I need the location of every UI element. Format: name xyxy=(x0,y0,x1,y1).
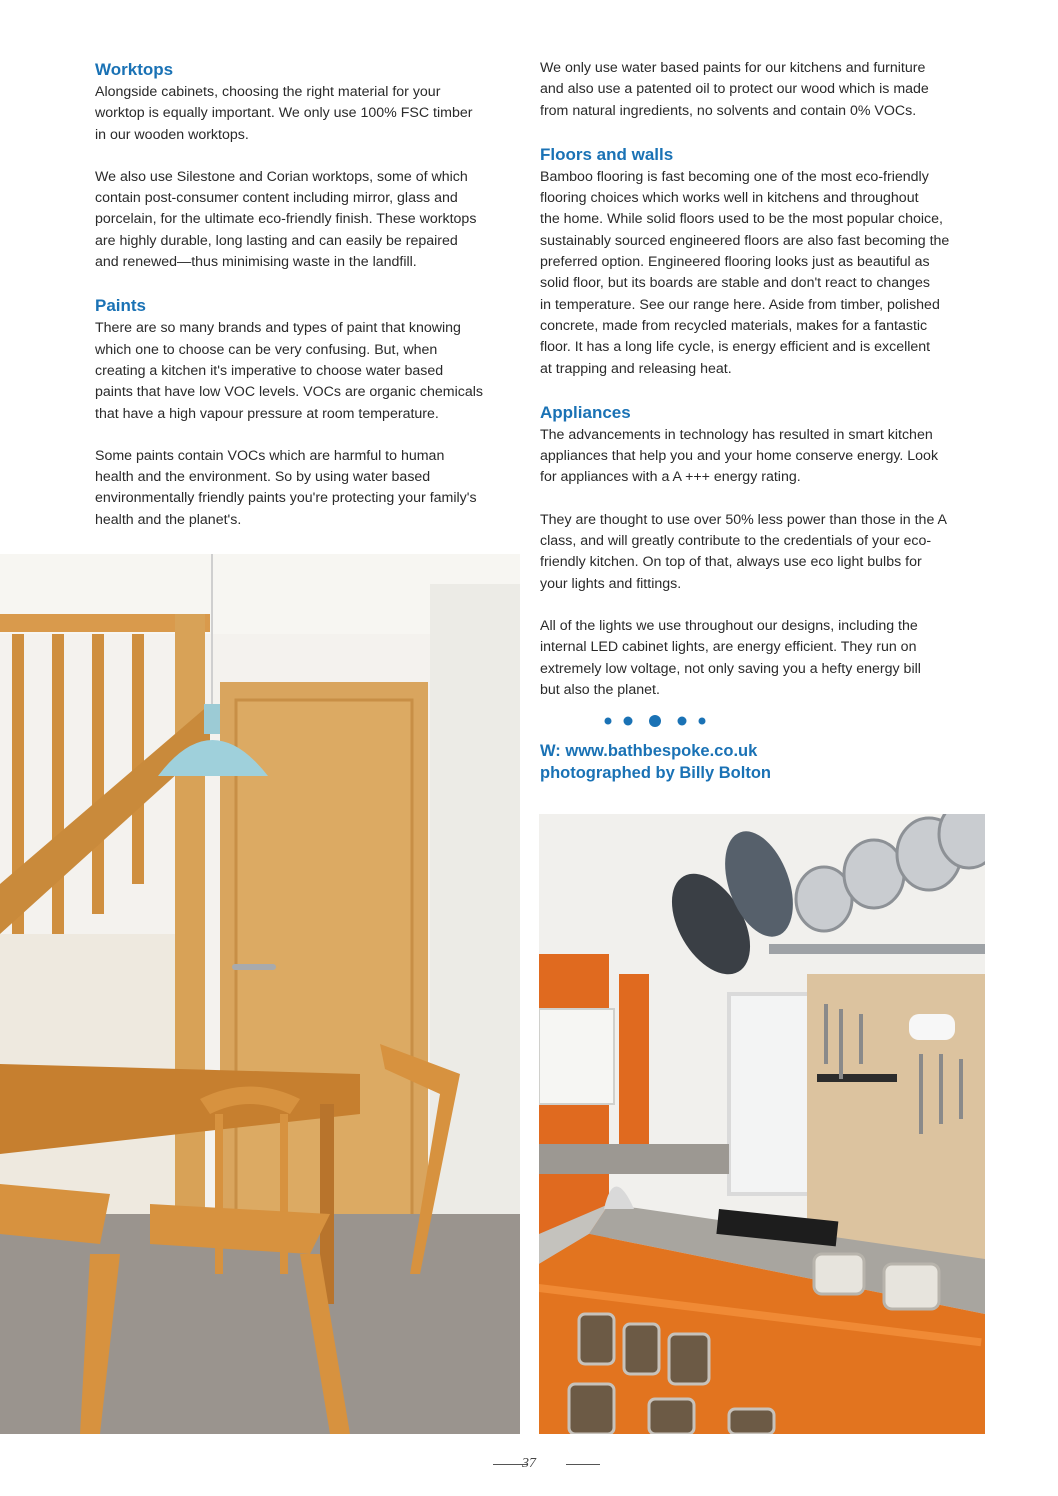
text-line: Some paints contain VOCs which are harmful to human xyxy=(95,447,445,464)
text-line: are highly durable, long lasting and can easily be repaired xyxy=(95,232,458,249)
text-line: We also use Silestone and Corian worktops, some of which xyxy=(95,168,468,185)
text-line: environmentally friendly paints you're protecting your family's xyxy=(95,490,477,507)
text-line: Alongside cabinets, choosing the right material for your xyxy=(95,84,441,100)
text-line: contain post-consumer content including mirror, glass and xyxy=(95,190,458,207)
text-line: paints that have low VOC levels. VOCs are organic chemicals xyxy=(95,384,483,401)
text-line: your lights and fittings. xyxy=(540,575,682,592)
text-line: concrete, made from recycled materials, makes for a fantastic xyxy=(540,317,928,334)
appliances-paragraph-2 xyxy=(540,510,985,595)
text-line: health and the environment. So by using water based xyxy=(95,469,431,486)
kitchen-illustration xyxy=(539,814,985,1434)
footer-rule-right xyxy=(566,1464,600,1465)
heading-paints: Paints xyxy=(95,296,147,316)
text-line: worktop is equally important. We only use 100% FSC timber xyxy=(95,105,473,122)
text-line: floor. It has a long life cycle, is energy efficient and is excellent xyxy=(540,339,931,356)
appliances-paragraph-1 xyxy=(540,425,985,489)
photographer-credit: photographed by Billy Bolton xyxy=(540,764,771,782)
text-line: We only use water based paints for our kitchens and furniture xyxy=(540,60,926,76)
dining-room-illustration xyxy=(0,554,520,1434)
text-line: appliances that help you and your home conserve energy. Look xyxy=(540,448,939,465)
text-line: which one to choose can be very confusing. But, when xyxy=(95,341,438,358)
heading-worktops: Worktops xyxy=(95,60,174,79)
text-line: that have a high vapour pressure at room temperature. xyxy=(95,405,439,422)
worktops-paragraph-2 xyxy=(95,167,520,273)
text-line: sustainably sourced engineered floors are also fast becoming the xyxy=(540,232,950,249)
text-line: health and the planet's. xyxy=(95,511,242,528)
text-line: extremely low voltage, not only saving you a hefty energy bill xyxy=(540,660,921,677)
text-line: from natural ingredients, no solvents and contain 0% VOCs. xyxy=(540,102,917,119)
text-line: solid floor, but its boards are stable and don't react to changes xyxy=(540,275,930,292)
paints-paragraph-2 xyxy=(95,446,520,531)
text-line: the home. While solid floors used to be the most popular choice, xyxy=(540,211,943,228)
heading-floors-and-walls: Floors and walls xyxy=(540,144,674,164)
text-line: All of the lights we use throughout our designs, including the xyxy=(540,617,918,634)
text-line: friendly kitchen. On top of that, always use eco light bulbs for xyxy=(540,554,922,571)
text-line: flooring choices which works well in kitchens and throughout xyxy=(540,190,919,207)
text-line: preferred option. Engineered flooring looks just as beautiful as xyxy=(540,254,930,271)
left-column xyxy=(95,58,520,531)
appliances-paragraph-3 xyxy=(540,616,985,701)
text-line: in our wooden worktops. xyxy=(95,126,249,143)
text-line: at trapping and releasing heat. xyxy=(540,360,732,377)
text-line: in temperature. See our range here. Aside from timber, polished xyxy=(540,296,940,313)
dot-divider-icon xyxy=(603,713,713,729)
text-line: They are thought to use over 50% less power than those in the A xyxy=(540,511,947,528)
text-line: There are so many brands and types of paint that knowing xyxy=(95,320,461,337)
right-column xyxy=(540,58,985,701)
floors-paragraph xyxy=(540,167,985,380)
credit-block xyxy=(540,740,985,784)
paints-continued-paragraph xyxy=(540,58,985,122)
website-link[interactable]: W: www.bathbespoke.co.uk xyxy=(540,742,758,760)
text-line: class, and will greatly contribute to the credentials of your eco- xyxy=(540,533,932,550)
text-line: for appliances with a A +++ energy rating. xyxy=(540,469,801,486)
text-line: internal LED cabinet lights, are energy efficient. They run on xyxy=(540,639,917,656)
text-line: The advancements in technology has resulted in smart kitchen xyxy=(540,426,933,443)
text-line: porcelain, for the ultimate eco-friendly finish. These worktops xyxy=(95,211,477,228)
text-line: and renewed—thus minimising waste in the landfill. xyxy=(95,254,417,271)
heading-appliances: Appliances xyxy=(540,402,631,422)
dining-room-photo xyxy=(0,554,520,1434)
text-line: but also the planet. xyxy=(540,681,660,698)
text-line: Bamboo flooring is fast becoming one of the most eco-friendly xyxy=(540,168,929,185)
worktops-paragraph-1 xyxy=(95,82,520,146)
kitchen-photo xyxy=(539,814,985,1434)
paints-paragraph-1 xyxy=(95,318,520,424)
text-line: and also use a patented oil to protect our wood which is made xyxy=(540,81,929,98)
text-line: creating a kitchen it's imperative to choose water based xyxy=(95,362,444,379)
page-number: 37 xyxy=(522,1456,536,1471)
